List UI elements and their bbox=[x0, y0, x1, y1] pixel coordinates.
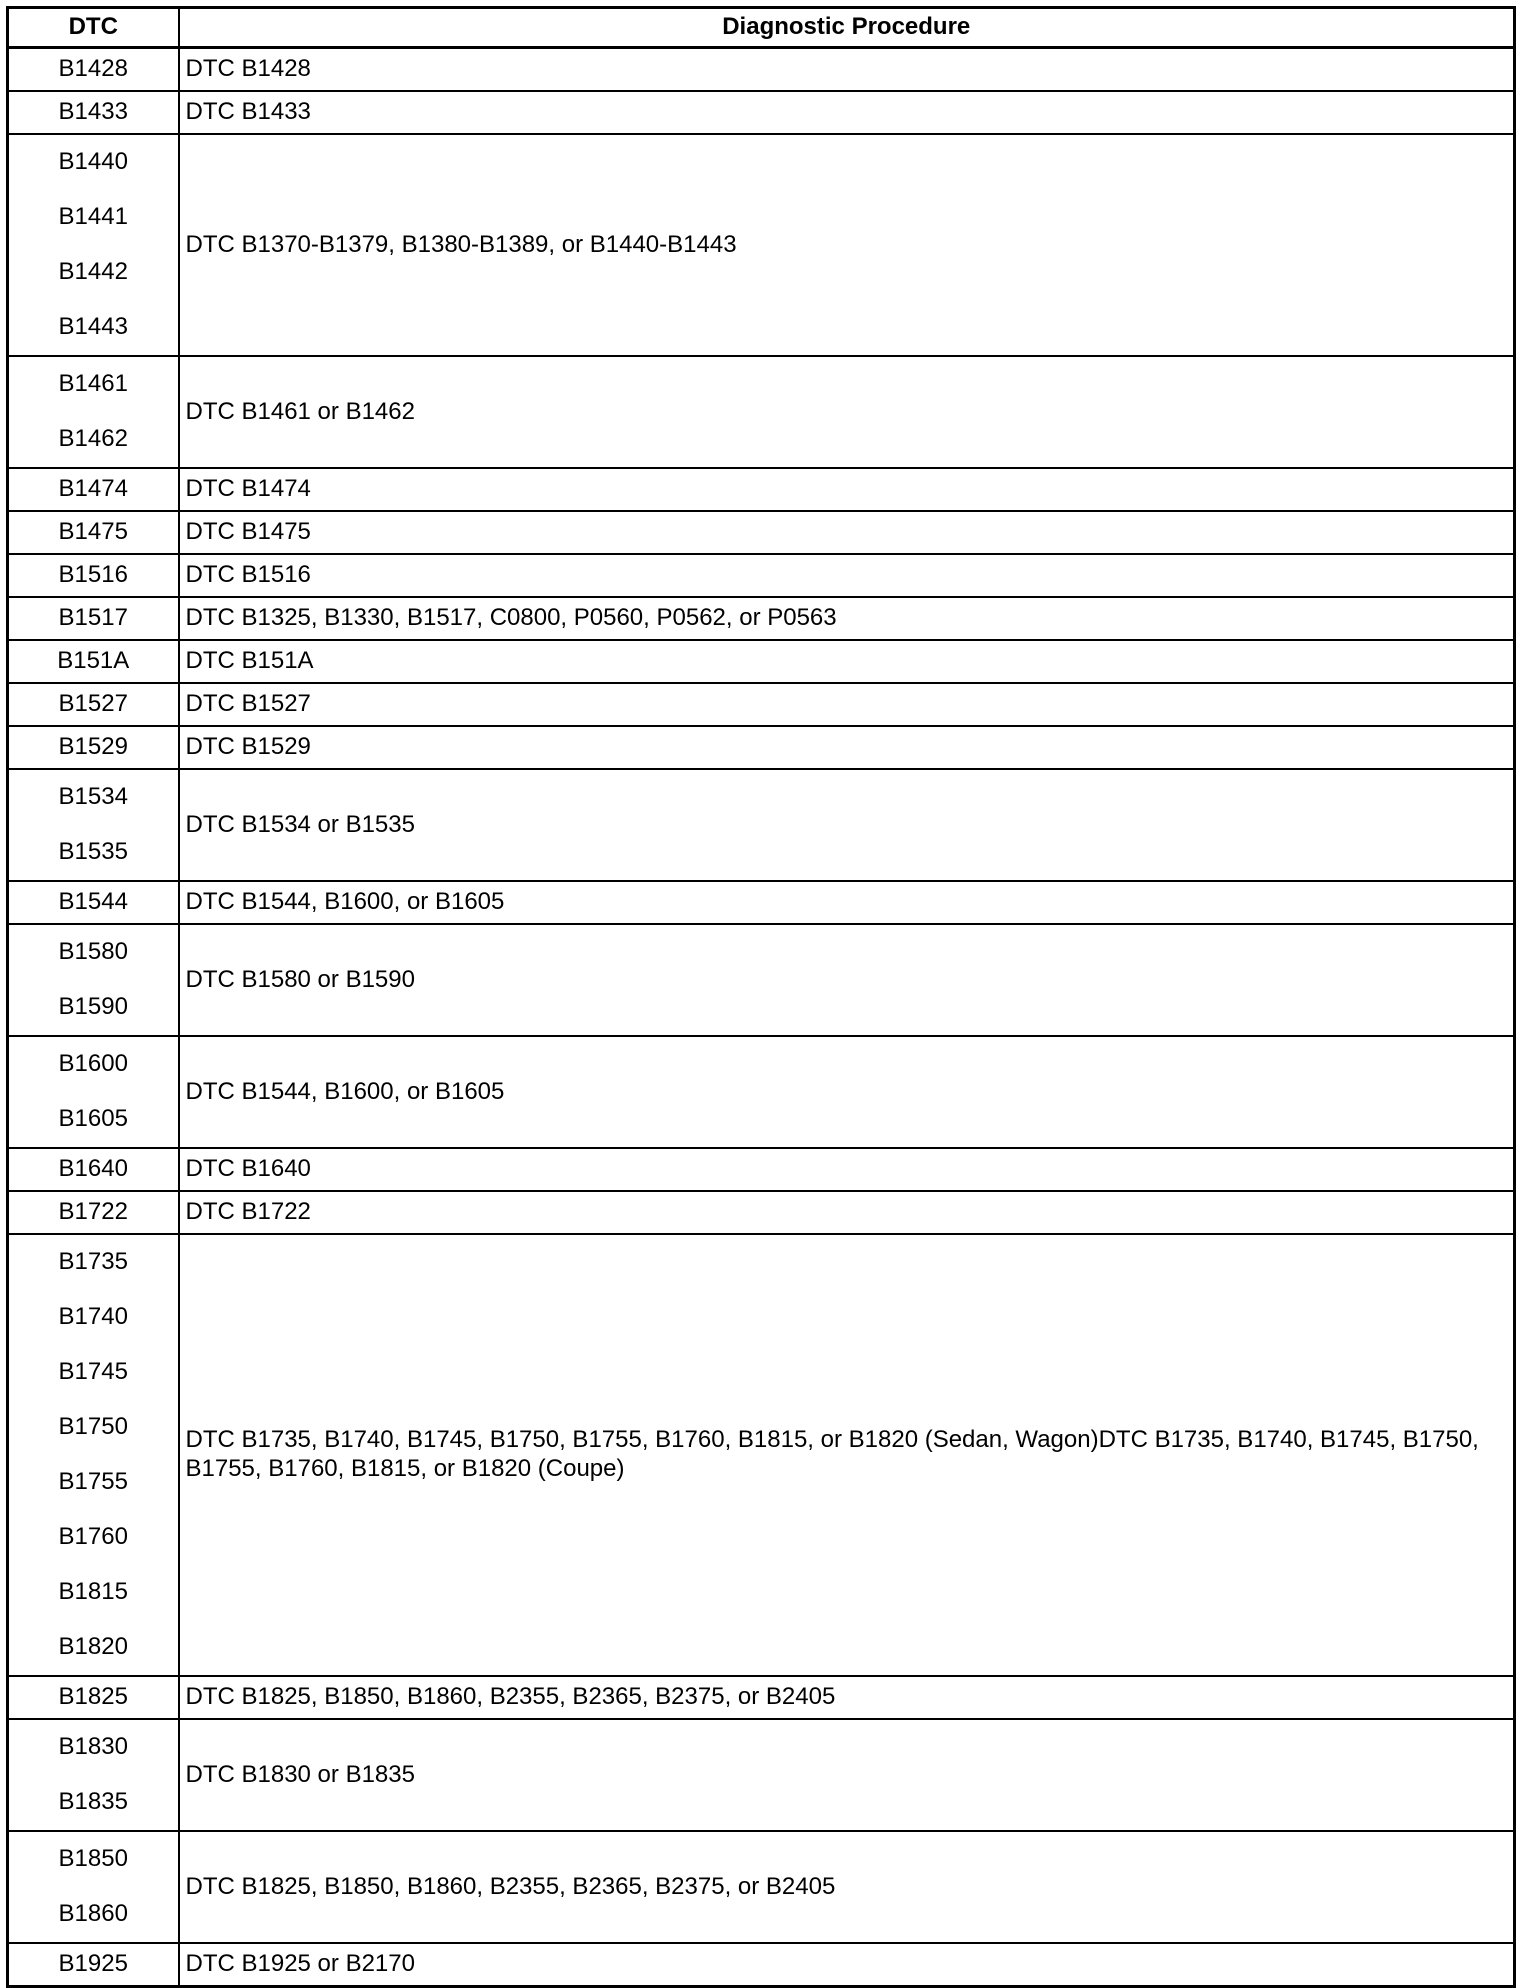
dtc-code-cell bbox=[8, 1719, 179, 1831]
dtc-code: B1740 bbox=[58, 1303, 128, 1331]
dtc-code: B1516 bbox=[58, 561, 128, 589]
table-row bbox=[8, 1943, 1515, 1987]
dtc-code: B1825 bbox=[58, 1683, 128, 1711]
dtc-code-cell bbox=[8, 1148, 179, 1191]
table-row bbox=[8, 1234, 1515, 1676]
table-row bbox=[8, 597, 1515, 640]
table-row bbox=[8, 1831, 1515, 1943]
dtc-code: B151A bbox=[57, 647, 130, 675]
table-row bbox=[8, 640, 1515, 683]
dtc-code-cell bbox=[8, 597, 179, 640]
dtc-code: B1428 bbox=[58, 55, 128, 83]
dtc-code: B1474 bbox=[58, 475, 128, 503]
table-header-row bbox=[8, 8, 1515, 48]
diagnostic-procedure-cell: DTC B1474 bbox=[179, 468, 1515, 511]
dtc-code-cell bbox=[8, 134, 179, 356]
diagnostic-procedure-cell: DTC B1529 bbox=[179, 726, 1515, 769]
dtc-code: B1605 bbox=[58, 1105, 128, 1133]
table-row bbox=[8, 48, 1515, 92]
dtc-code: B1820 bbox=[58, 1633, 128, 1661]
dtc-code-cell bbox=[8, 1676, 179, 1719]
dtc-code-cell bbox=[8, 924, 179, 1036]
column-header-diagnostic-procedure: Diagnostic Procedure bbox=[179, 8, 1515, 48]
diagnostic-procedure-cell: DTC B1325, B1330, B1517, C0800, P0560, P0562, or P0563 bbox=[179, 597, 1515, 640]
dtc-code: B1925 bbox=[58, 1950, 128, 1978]
dtc-code-cell bbox=[8, 1831, 179, 1943]
dtc-code-cell bbox=[8, 640, 179, 683]
table-row bbox=[8, 1676, 1515, 1719]
table-row bbox=[8, 1191, 1515, 1234]
dtc-procedure-table bbox=[6, 6, 1516, 1988]
dtc-code-cell bbox=[8, 554, 179, 597]
diagnostic-procedure-cell: DTC B1830 or B1835 bbox=[179, 1719, 1515, 1831]
column-header-dtc: DTC bbox=[8, 8, 179, 48]
dtc-code: B1443 bbox=[58, 313, 128, 341]
dtc-code-cell bbox=[8, 881, 179, 924]
dtc-code: B1534 bbox=[58, 783, 128, 811]
dtc-code: B1529 bbox=[58, 733, 128, 761]
diagnostic-procedure-cell: DTC B1428 bbox=[179, 48, 1515, 92]
dtc-code: B1433 bbox=[58, 98, 128, 126]
diagnostic-procedure-cell: DTC B1534 or B1535 bbox=[179, 769, 1515, 881]
dtc-code: B1580 bbox=[58, 938, 128, 966]
table-row bbox=[8, 683, 1515, 726]
dtc-code: B1462 bbox=[58, 425, 128, 453]
dtc-code-cell bbox=[8, 468, 179, 511]
diagnostic-procedure-cell: DTC B1370-B1379, B1380-B1389, or B1440-B1443 bbox=[179, 134, 1515, 356]
dtc-code: B1860 bbox=[58, 1900, 128, 1928]
table-row bbox=[8, 91, 1515, 134]
dtc-code: B1750 bbox=[58, 1413, 128, 1441]
dtc-code: B1442 bbox=[58, 258, 128, 286]
dtc-code: B1830 bbox=[58, 1733, 128, 1761]
table-row bbox=[8, 726, 1515, 769]
diagnostic-procedure-cell: DTC B1722 bbox=[179, 1191, 1515, 1234]
diagnostic-procedure-cell: DTC B1825, B1850, B1860, B2355, B2365, B2375, or B2405 bbox=[179, 1676, 1515, 1719]
diagnostic-procedure-cell: DTC B1433 bbox=[179, 91, 1515, 134]
dtc-code: B1517 bbox=[58, 604, 128, 632]
dtc-code: B1735 bbox=[58, 1248, 128, 1276]
dtc-code: B1745 bbox=[58, 1358, 128, 1386]
table-body bbox=[8, 48, 1515, 1987]
table-row bbox=[8, 1148, 1515, 1191]
dtc-code: B1590 bbox=[58, 993, 128, 1021]
dtc-code-cell bbox=[8, 1943, 179, 1987]
table-row bbox=[8, 1719, 1515, 1831]
diagnostic-procedure-cell: DTC B1580 or B1590 bbox=[179, 924, 1515, 1036]
dtc-code-cell bbox=[8, 1036, 179, 1148]
table-row bbox=[8, 511, 1515, 554]
table-row bbox=[8, 356, 1515, 468]
table-row bbox=[8, 881, 1515, 924]
diagnostic-procedure-cell: DTC B1925 or B2170 bbox=[179, 1943, 1515, 1987]
table-row bbox=[8, 134, 1515, 356]
diagnostic-procedure-cell: DTC B1735, B1740, B1745, B1750, B1755, B1760, B1815, or B1820 (Sedan, Wagon)DTC B1735, B1740, B1745, B1750, B1755, B1760, B1815, or B1820 (Coupe) bbox=[179, 1234, 1515, 1676]
dtc-code-cell bbox=[8, 91, 179, 134]
dtc-code: B1461 bbox=[58, 370, 128, 398]
dtc-code-cell bbox=[8, 1234, 179, 1676]
dtc-code: B1440 bbox=[58, 148, 128, 176]
dtc-code: B1544 bbox=[58, 888, 128, 916]
diagnostic-procedure-cell: DTC B1640 bbox=[179, 1148, 1515, 1191]
table-row bbox=[8, 769, 1515, 881]
diagnostic-procedure-cell: DTC B1527 bbox=[179, 683, 1515, 726]
dtc-code: B1535 bbox=[58, 838, 128, 866]
dtc-code: B1755 bbox=[58, 1468, 128, 1496]
dtc-code-cell bbox=[8, 356, 179, 468]
dtc-code: B1640 bbox=[58, 1155, 128, 1183]
dtc-code: B1475 bbox=[58, 518, 128, 546]
table-row bbox=[8, 554, 1515, 597]
diagnostic-procedure-cell: DTC B1544, B1600, or B1605 bbox=[179, 1036, 1515, 1148]
diagnostic-procedure-cell: DTC B1516 bbox=[179, 554, 1515, 597]
dtc-code-cell bbox=[8, 511, 179, 554]
dtc-code: B1527 bbox=[58, 690, 128, 718]
diagnostic-procedure-cell: DTC B1825, B1850, B1860, B2355, B2365, B2375, or B2405 bbox=[179, 1831, 1515, 1943]
diagnostic-procedure-cell: DTC B1475 bbox=[179, 511, 1515, 554]
dtc-code-cell bbox=[8, 683, 179, 726]
dtc-code: B1600 bbox=[58, 1050, 128, 1078]
dtc-code: B1722 bbox=[58, 1198, 128, 1226]
dtc-code-cell bbox=[8, 769, 179, 881]
dtc-code-cell bbox=[8, 726, 179, 769]
diagnostic-procedure-cell: DTC B151A bbox=[179, 640, 1515, 683]
diagnostic-procedure-cell: DTC B1544, B1600, or B1605 bbox=[179, 881, 1515, 924]
table-row bbox=[8, 924, 1515, 1036]
dtc-code: B1850 bbox=[58, 1845, 128, 1873]
table-row bbox=[8, 468, 1515, 511]
table-row bbox=[8, 1036, 1515, 1148]
diagnostic-procedure-cell: DTC B1461 or B1462 bbox=[179, 356, 1515, 468]
dtc-code: B1815 bbox=[58, 1578, 128, 1606]
dtc-code: B1835 bbox=[58, 1788, 128, 1816]
dtc-code-cell bbox=[8, 1191, 179, 1234]
dtc-code-cell bbox=[8, 48, 179, 92]
dtc-code: B1760 bbox=[58, 1523, 128, 1551]
dtc-code: B1441 bbox=[58, 203, 128, 231]
